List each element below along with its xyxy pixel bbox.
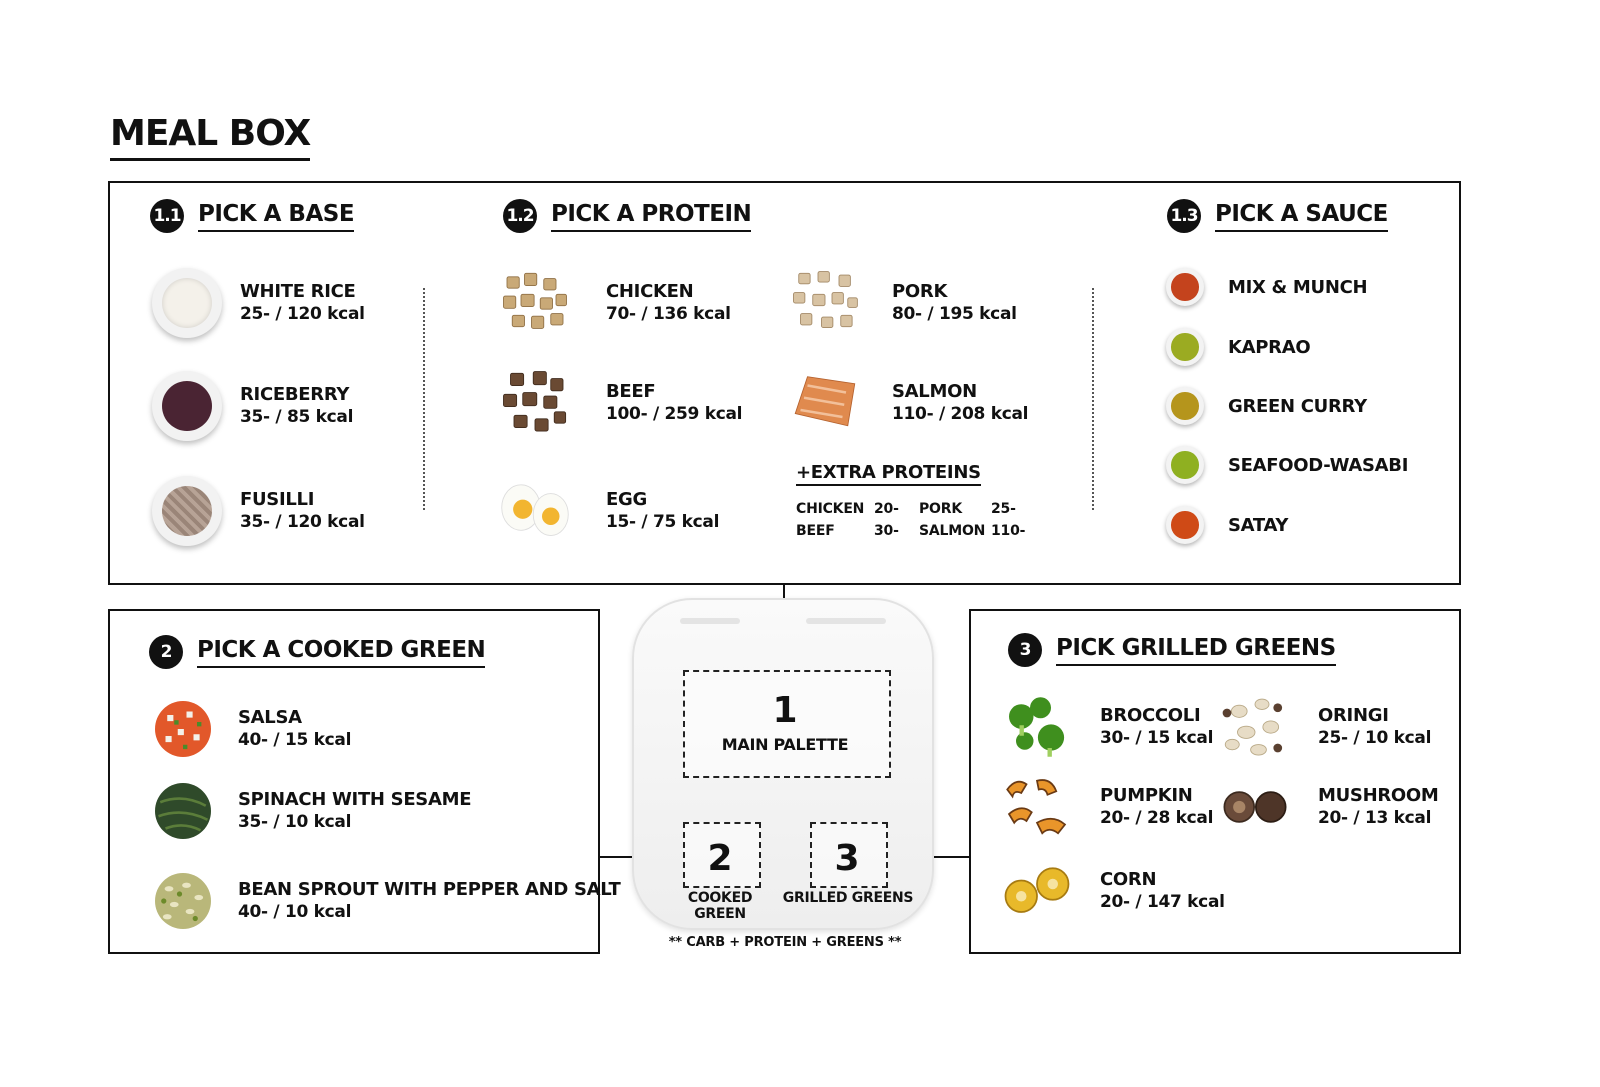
compartment-number: 1	[772, 690, 798, 731]
compartment-label: GRILLED GREENS	[782, 890, 914, 906]
protein-item	[500, 476, 719, 546]
item-kcal: 70- / 136 kcal	[606, 304, 731, 324]
fusilli-bowl-icon	[152, 476, 222, 546]
section-badge: 2	[149, 635, 183, 669]
base-item	[152, 476, 365, 546]
item-kcal: 40- / 15 kcal	[238, 730, 352, 750]
item-name: MUSHROOM	[1318, 785, 1439, 806]
extra-name: BEEF	[796, 523, 835, 539]
section-title: PICK GRILLED GREENS	[1056, 635, 1336, 666]
item-kcal: 110- / 208 kcal	[892, 404, 1029, 424]
sauce-cup-icon	[1166, 328, 1204, 366]
sauce-item	[1166, 268, 1367, 306]
section-title: PICK A PROTEIN	[551, 201, 751, 232]
protein-item	[500, 268, 731, 338]
divider	[1092, 288, 1094, 510]
base-section-header	[150, 199, 354, 233]
sauce-item	[1166, 387, 1367, 425]
item-name: EGG	[606, 489, 647, 510]
protein-item	[790, 268, 1017, 338]
beef-cubes-icon	[500, 368, 570, 438]
protein-section-header	[503, 199, 751, 233]
sauce-item	[1166, 328, 1310, 366]
item-kcal: 20- / 147 kcal	[1100, 892, 1225, 912]
extra-name: SALMON	[919, 523, 986, 539]
grilled-item	[1220, 772, 1439, 842]
extra-name: CHICKEN	[796, 501, 865, 517]
broccoli-icon	[1002, 692, 1072, 762]
item-name: BEAN SPROUT WITH PEPPER AND SALT	[238, 879, 621, 900]
item-kcal: 35- / 85 kcal	[240, 407, 354, 427]
sauce-cup-icon	[1166, 268, 1204, 306]
section-badge: 1.3	[1167, 199, 1201, 233]
protein-item	[500, 368, 742, 438]
item-kcal: 40- / 10 kcal	[238, 902, 352, 922]
shiitake-mushroom-icon	[1220, 772, 1290, 842]
item-name: ORINGI	[1318, 705, 1389, 726]
base-item	[152, 268, 365, 338]
item-name: RICEBERRY	[240, 384, 350, 405]
item-name: GREEN CURRY	[1228, 395, 1367, 417]
section-title: PICK A SAUCE	[1215, 201, 1388, 232]
extra-name: PORK	[919, 501, 962, 517]
salsa-pile-icon	[148, 694, 218, 764]
tray-notch	[806, 618, 886, 624]
divider	[423, 288, 425, 510]
chicken-cubes-icon	[500, 268, 570, 338]
section-badge: 3	[1008, 633, 1042, 667]
section-badge: 1.1	[150, 199, 184, 233]
item-kcal: 15- / 75 kcal	[606, 512, 720, 532]
grilled-item	[1220, 692, 1431, 762]
cooked-item	[148, 776, 471, 846]
item-name: SATAY	[1228, 514, 1289, 536]
oringi-mushroom-icon	[1220, 692, 1290, 762]
cooked-item	[148, 866, 620, 936]
sauce-item	[1166, 446, 1408, 484]
pumpkin-slices-icon	[1002, 772, 1072, 842]
item-kcal: 25- / 10 kcal	[1318, 728, 1432, 748]
pork-cubes-icon	[790, 268, 860, 338]
item-name: CHICKEN	[606, 281, 694, 302]
item-name: PUMPKIN	[1100, 785, 1193, 806]
sauce-cup-icon	[1166, 387, 1204, 425]
page-title: MEAL BOX	[110, 112, 310, 161]
item-kcal: 20- / 28 kcal	[1100, 808, 1214, 828]
item-kcal: 20- / 13 kcal	[1318, 808, 1432, 828]
item-name: FUSILLI	[240, 489, 315, 510]
section-title: PICK A COOKED GREEN	[197, 637, 485, 668]
compartment-label: COOKED GREEN	[687, 890, 753, 922]
cooked-item	[148, 694, 351, 764]
white-rice-bowl-icon	[152, 268, 222, 338]
bean-sprout-pile-icon	[148, 866, 218, 936]
item-name: SEAFOOD-WASABI	[1228, 454, 1409, 476]
extra-price: 20-	[874, 501, 899, 517]
tray-footnote: ** CARB + PROTEIN + GREENS **	[668, 935, 902, 950]
spinach-pile-icon	[148, 776, 218, 846]
item-kcal: 80- / 195 kcal	[892, 304, 1017, 324]
item-name: SPINACH WITH SESAME	[238, 789, 472, 810]
boiled-egg-icon	[500, 476, 570, 546]
item-kcal: 100- / 259 kcal	[606, 404, 743, 424]
base-item	[152, 371, 353, 441]
grilled-item	[1002, 692, 1213, 762]
item-name: KAPRAO	[1228, 336, 1311, 358]
tray-notch	[680, 618, 740, 624]
sauce-cup-icon	[1166, 506, 1204, 544]
item-name: SALMON	[892, 381, 977, 402]
item-kcal: 25- / 120 kcal	[240, 304, 365, 324]
grilled-section-header	[1008, 633, 1336, 667]
item-name: MIX & MUNCH	[1228, 276, 1368, 298]
extra-price: 110-	[991, 523, 1026, 539]
extra-proteins-title: +EXTRA PROTEINS	[796, 462, 981, 486]
sauce-cup-icon	[1166, 446, 1204, 484]
item-kcal: 35- / 120 kcal	[240, 512, 365, 532]
compartment-number: 2	[707, 838, 733, 879]
item-kcal: 30- / 15 kcal	[1100, 728, 1214, 748]
protein-item	[790, 368, 1028, 438]
item-name: WHITE RICE	[240, 281, 356, 302]
compartment-number: 3	[834, 838, 860, 879]
item-name: BROCCOLI	[1100, 705, 1201, 726]
riceberry-bowl-icon	[152, 371, 222, 441]
sauce-section-header	[1167, 199, 1388, 233]
compartment-label: MAIN PALETTE	[721, 735, 849, 754]
item-name: PORK	[892, 281, 948, 302]
extra-price: 25-	[991, 501, 1016, 517]
sauce-item	[1166, 506, 1288, 544]
grilled-item	[1002, 856, 1225, 926]
item-name: SALSA	[238, 707, 302, 728]
grilled-item	[1002, 772, 1213, 842]
item-name: BEEF	[606, 381, 656, 402]
extra-price: 30-	[874, 523, 899, 539]
corn-slices-icon	[1002, 856, 1072, 926]
section-badge: 1.2	[503, 199, 537, 233]
salmon-fillet-icon	[790, 368, 860, 438]
item-name: CORN	[1100, 869, 1157, 890]
item-kcal: 35- / 10 kcal	[238, 812, 352, 832]
cooked-section-header	[149, 635, 485, 669]
section-title: PICK A BASE	[198, 201, 354, 232]
